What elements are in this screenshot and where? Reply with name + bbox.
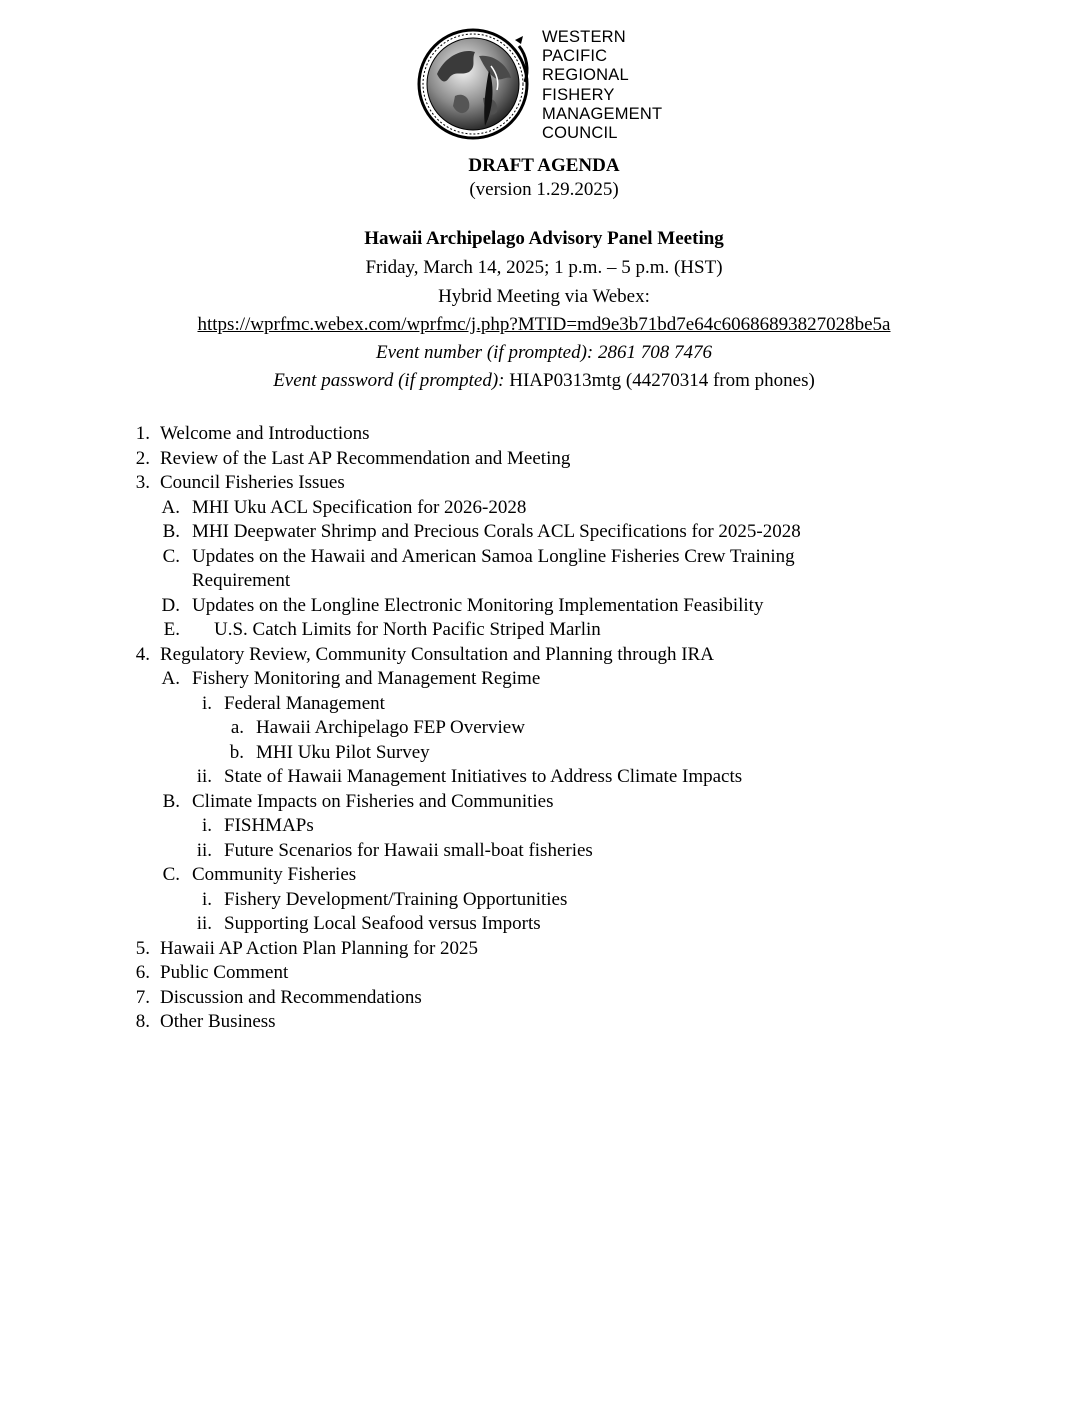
agenda-item-text: Future Scenarios for Hawaii small-boat fisheries <box>224 840 593 861</box>
version-note: (version 1.29.2025) <box>469 179 619 200</box>
agenda-item-text: Supporting Local Seafood versus Imports <box>224 913 541 934</box>
agenda-item-marker: 3. <box>135 472 150 493</box>
agenda-item-text: MHI Uku ACL Specification for 2026-2028 <box>192 497 527 518</box>
agenda-item-text: MHI Deepwater Shrimp and Precious Corals ACL Specifications for 2025-2028 <box>192 521 801 542</box>
agenda-item-text: Hawaii AP Action Plan Planning for 2025 <box>160 938 479 959</box>
agenda-item-marker: ii. <box>196 840 212 861</box>
agenda-item-marker: B. <box>162 791 180 812</box>
agenda-item-text: Community Fisheries <box>192 864 357 885</box>
agenda-item-marker: i. <box>201 889 212 910</box>
agenda-item-marker: 4. <box>135 644 150 665</box>
council-name-line: FISHERY <box>542 85 615 104</box>
agenda-item-marker: ii. <box>196 766 212 787</box>
agenda-item-marker: ii. <box>196 913 212 934</box>
council-name-line: COUNCIL <box>542 124 618 143</box>
agenda-item-text: Fishery Monitoring and Management Regime <box>192 668 541 689</box>
council-logo <box>415 26 690 148</box>
council-name-line: WESTERN <box>542 28 626 46</box>
agenda-item-marker: D. <box>161 595 180 616</box>
agenda-item-marker: C. <box>162 864 180 885</box>
event-number: Event number (if prompted): 2861 708 7476 <box>376 342 712 363</box>
agenda-item-marker: E. <box>163 619 180 640</box>
agenda-item-text: Public Comment <box>160 962 289 983</box>
hybrid-meeting-note: Hybrid Meeting via Webex: <box>438 286 650 307</box>
event-password-value: HIAP0313mtg (44270314 from phones) <box>504 370 815 391</box>
council-name-line: PACIFIC <box>542 47 608 66</box>
meeting-date-time: Friday, March 14, 2025; 1 p.m. – 5 p.m. (HST) <box>365 257 723 278</box>
agenda-item-text: Federal Management <box>224 693 385 714</box>
agenda-item-text: Regulatory Review, Community Consultation and Planning through IRA <box>160 644 714 665</box>
council-name-line: REGIONAL <box>542 66 629 85</box>
agenda-item-marker: A. <box>161 668 180 689</box>
agenda-item-text: Updates on the Longline Electronic Monitoring Implementation Feasibility <box>192 595 764 616</box>
agenda-item-text: Climate Impacts on Fisheries and Communities <box>192 791 554 812</box>
document-title: DRAFT AGENDA <box>468 155 620 176</box>
agenda-item-marker: a. <box>230 717 244 738</box>
agenda-item-text: Welcome and Introductions <box>160 423 370 444</box>
agenda-item-marker: i. <box>201 693 212 714</box>
agenda-item-marker: 8. <box>135 1011 150 1032</box>
council-name-line: MANAGEMENT <box>542 104 663 123</box>
agenda-item-marker: A. <box>161 497 180 518</box>
agenda-item-marker: 5. <box>135 938 150 959</box>
agenda-item-text: Hawaii Archipelago FEP Overview <box>256 717 525 738</box>
event-password <box>0 369 1088 393</box>
agenda-item-marker: 2. <box>135 448 150 469</box>
agenda-item-text: Fishery Development/Training Opportunities <box>224 889 568 910</box>
agenda-item-text: FISHMAPs <box>224 815 314 836</box>
globe-logo-icon <box>415 26 535 146</box>
agenda-item-marker: B. <box>162 521 180 542</box>
webex-link[interactable]: https://wprfmc.webex.com/wprfmc/j.php?MTID=md9e3b71bd7e64c60686893827028be5a <box>197 314 891 335</box>
agenda-item-text: U.S. Catch Limits for North Pacific Striped Marlin <box>214 619 601 640</box>
event-password-label: Event password (if prompted): <box>273 370 505 391</box>
council-name <box>542 28 662 143</box>
agenda-item-marker: C. <box>162 546 180 567</box>
agenda-item-text: Updates on the Hawaii and American Samoa Longline Fisheries Crew Training <box>192 546 795 567</box>
agenda-item-marker: 6. <box>135 962 150 983</box>
agenda-item-marker: 1. <box>135 423 150 444</box>
agenda-item-text: Council Fisheries Issues <box>160 472 345 493</box>
agenda-item-marker: b. <box>229 742 244 763</box>
agenda-item-text: Requirement <box>192 570 291 591</box>
agenda-item-text: State of Hawaii Management Initiatives to Address Climate Impacts <box>224 766 743 787</box>
meeting-name: Hawaii Archipelago Advisory Panel Meeting <box>364 228 724 249</box>
agenda-item-marker: i. <box>201 815 212 836</box>
agenda-item-text: Review of the Last AP Recommendation and Meeting <box>160 448 571 469</box>
agenda-item-marker: 7. <box>135 987 150 1008</box>
agenda-item-text: Discussion and Recommendations <box>160 987 422 1008</box>
agenda-item-text: MHI Uku Pilot Survey <box>256 742 430 763</box>
agenda-item-text: Other Business <box>160 1011 276 1032</box>
